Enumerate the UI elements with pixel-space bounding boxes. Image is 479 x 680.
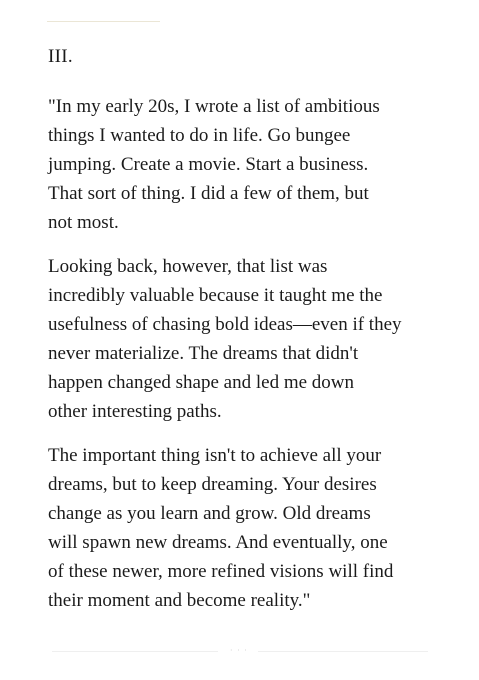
divider-line-right bbox=[258, 651, 428, 652]
top-decorative-rule bbox=[47, 21, 160, 22]
paragraph-3: The important thing isn't to achieve all your dreams, but to keep dreaming. Your desires change as you learn and grow. Old dreams will spawn new dreams. And eventually, one of these newer, more refined visions will find their moment and become reality." bbox=[48, 445, 394, 611]
paragraph-2: Looking back, however, that list was incredibly valuable because it taught me the usefulness of chasing bold ideas—even if they never materialize. The dreams that didn't happen changed shape and led me down other interesting paths. bbox=[48, 256, 402, 422]
section-divider bbox=[52, 646, 428, 658]
section-heading: III. bbox=[48, 46, 73, 67]
paragraph-1: "In my early 20s, I wrote a list of ambitious things I wanted to do in life. Go bungee jumping. Create a movie. Start a business. That sort of thing. I did a few of them, but not most. bbox=[48, 96, 380, 233]
divider-line-left bbox=[52, 651, 218, 652]
divider-ornament: · · · bbox=[230, 646, 248, 655]
article-body bbox=[48, 92, 448, 630]
